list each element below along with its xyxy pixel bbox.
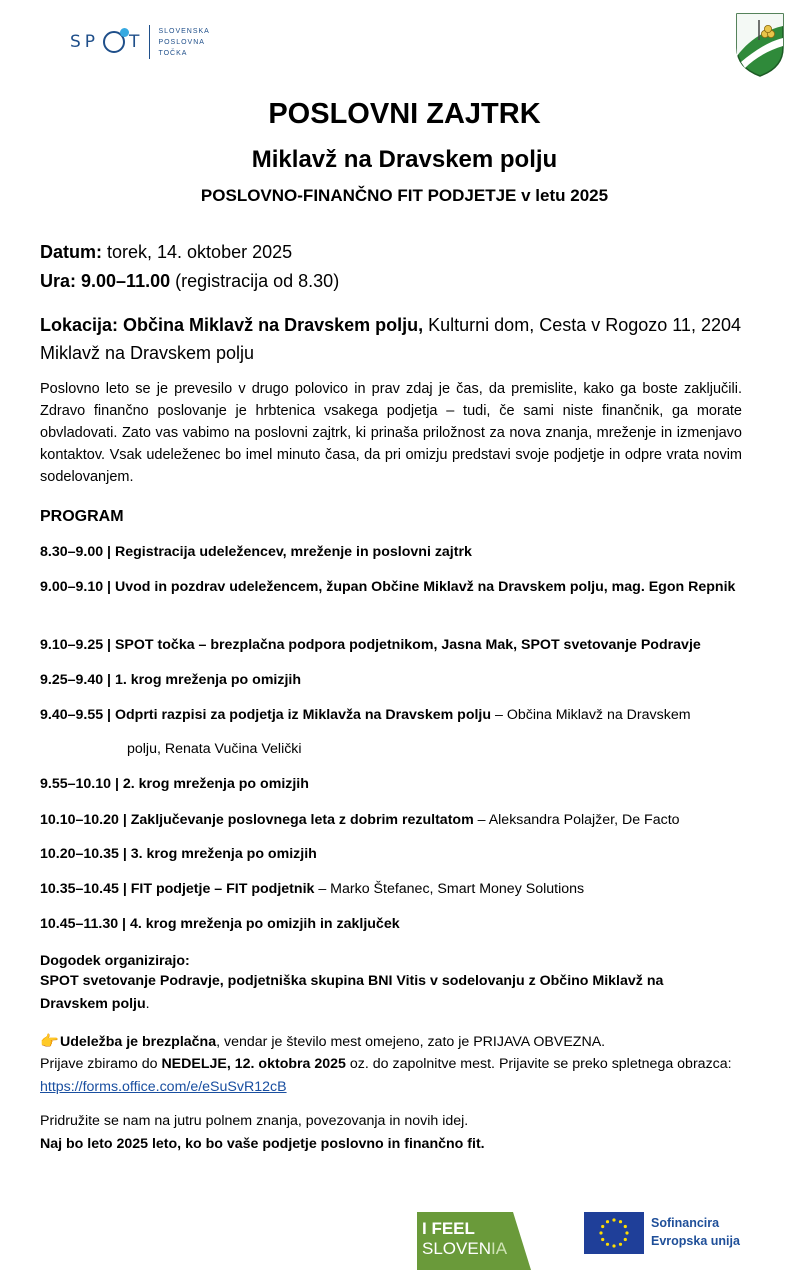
registration-deadline-text <box>40 1053 740 1099</box>
program-item <box>40 913 740 936</box>
municipality-crest-icon <box>735 12 785 78</box>
page-title: POSLOVNI ZAJTRK <box>268 98 541 130</box>
page-subtitle-place: Miklavž na Dravskem polju <box>251 146 558 173</box>
program-item-continuation: polju, Renata Vučina Velički <box>127 741 302 757</box>
eu-cofinanced-text <box>651 1214 740 1250</box>
program-item <box>40 843 740 866</box>
i-feel-slovenia-logo <box>417 1212 531 1270</box>
program-item <box>40 634 760 657</box>
spot-wordmark <box>70 31 143 53</box>
ifeel-line-2 <box>422 1239 508 1258</box>
program-item-title: 10.20–10.35 | 3. krog mreženja po omizjih <box>40 846 317 862</box>
program-item <box>40 878 760 901</box>
program-item <box>40 773 740 796</box>
location-value: Kulturni dom, Cesta v Rogozo 11, 2204 Miklavž na Dravskem polju <box>40 315 741 363</box>
organizers-text <box>40 970 720 1016</box>
program-item <box>40 669 740 692</box>
program-item-title: 9.10–9.25 | SPOT točka – brezplačna podpora podjetnikom, Jasna Mak, SPOT svetovanje Podravje <box>40 637 701 653</box>
program-item-title: 10.45–11.30 | 4. krog mreženja po omizjih in zaključek <box>40 916 400 932</box>
program-item-detail: – Aleksandra Polajžer, De Facto <box>473 812 680 828</box>
closing-line-1: Pridružite se nam na jutru polnem znanja, povezovanja in novih idej. <box>40 1113 469 1129</box>
ifeel-line-2b: IA <box>490 1239 508 1258</box>
registration-free-rest: , vendar je število mest omejeno, zato je PRIJAVA OBVEZNA. <box>216 1034 606 1050</box>
location-label: Lokacija: Občina Miklavž na Dravskem polju, <box>40 315 424 335</box>
spot-divider <box>149 25 150 59</box>
time-label: Ura: 9.00–11.00 <box>40 271 171 291</box>
eu-flag-icon <box>584 1212 644 1254</box>
time-line <box>40 268 740 295</box>
program-item <box>40 541 740 564</box>
date-value: torek, 14. oktober 2025 <box>102 242 293 262</box>
spot-sub-line-2: POSLOVNA <box>158 38 205 46</box>
eu-text-line-2: Evropska unija <box>651 1234 740 1248</box>
program-item-title: 9.55–10.10 | 2. krog mreženja po omizjih <box>40 776 309 792</box>
intro-paragraph: Poslovno leto se je prevesilo v drugo polovico in prav zdaj je čas, da premislite, kako ga boste zaključili. Zdravo finančno poslovanje je hrbtenica vsakega podjetja – tudi, če sami niste finančnik, ga morate obvladovati. Zato vas vabimo na poslovni zajtrk, ki prinaša priložnost za nova znanja, mreženje in izmenjavo kontaktov. Vsak udeleženec bo imel minuto časa, da pri omizju predstavi svoje podjetje in odpre vrata novim sodelovanjem. <box>40 381 742 485</box>
registration-deadline-b: oz. do zapolnitve mest. Prijavite se preko spletnega obrazca: <box>345 1056 732 1072</box>
program-item-title: 9.25–9.40 | 1. krog mreženja po omizjih <box>40 672 302 688</box>
location-line <box>40 311 750 367</box>
date-label: Datum: <box>40 242 102 262</box>
program-item-title: 10.10–10.20 | Zaključevanje poslovnega leta z dobrim rezultatom <box>40 812 474 828</box>
program-item-title: 8.30–9.00 | Registracija udeležencev, mreženje in poslovni zajtrk <box>40 544 472 560</box>
pointing-hand-icon: 👉 <box>40 1033 59 1050</box>
ifeel-line-2a: SLOVEN <box>422 1239 491 1258</box>
spot-word-right: T <box>129 32 144 52</box>
program-item-detail: – Marko Štefanec, Smart Money Solutions <box>314 881 585 897</box>
program-item-title: 9.00–9.10 | Uvod in pozdrav udeležencem, župan Občine Miklavž na Dravskem polju, mag. Egon Repnik <box>40 579 736 595</box>
registration-free-line <box>40 1030 760 1054</box>
program-item <box>40 704 760 727</box>
ifeel-line-1: I FEEL <box>422 1219 475 1238</box>
organizers-names: SPOT svetovanje Podravje, podjetniška skupina BNI Vitis v sodelovanju z Občino Miklavž na Dravskem polju <box>40 973 664 1012</box>
organizers-label: Dogodek organizirajo: <box>40 953 190 969</box>
registration-deadline-a: Prijave zbiramo do <box>40 1056 162 1072</box>
program-item <box>40 576 740 599</box>
spot-sub-line-1: SLOVENSKA <box>158 27 210 35</box>
spot-logo <box>70 22 210 62</box>
organizers-end: . <box>145 996 150 1012</box>
program-item-title: 9.40–9.55 | Odprti razpisi za podjetja iz Miklavža na Dravskem polju <box>40 707 492 723</box>
program-item-detail: – Občina Miklavž na Dravskem <box>491 707 691 723</box>
spot-sub-line-3: TOČKA <box>158 49 188 57</box>
program-item-title: 10.35–10.45 | FIT podjetje – FIT podjetnik <box>40 881 315 897</box>
spot-subtitle <box>158 26 209 59</box>
spot-word-left: SP <box>70 32 100 52</box>
date-line <box>40 239 740 266</box>
spot-circle-icon <box>103 31 125 53</box>
time-note: (registracija od 8.30) <box>170 271 340 291</box>
eu-text-line-1: Sofinancira <box>651 1216 720 1230</box>
page-subtitle-theme: POSLOVNO-FINANČNO FIT PODJETJE v letu 2025 <box>200 186 609 205</box>
closing-line-2: Naj bo leto 2025 leto, ko bo vaše podjetje poslovno in finančno fit. <box>40 1136 485 1152</box>
registration-deadline-date: NEDELJE, 12. oktobra 2025 <box>161 1056 346 1072</box>
registration-form-link[interactable]: https://forms.office.com/e/eSuSvR12cB <box>40 1079 287 1095</box>
program-heading: PROGRAM <box>40 508 124 525</box>
program-item <box>40 809 760 832</box>
registration-free-bold: Udeležba je brezplačna <box>60 1034 217 1050</box>
